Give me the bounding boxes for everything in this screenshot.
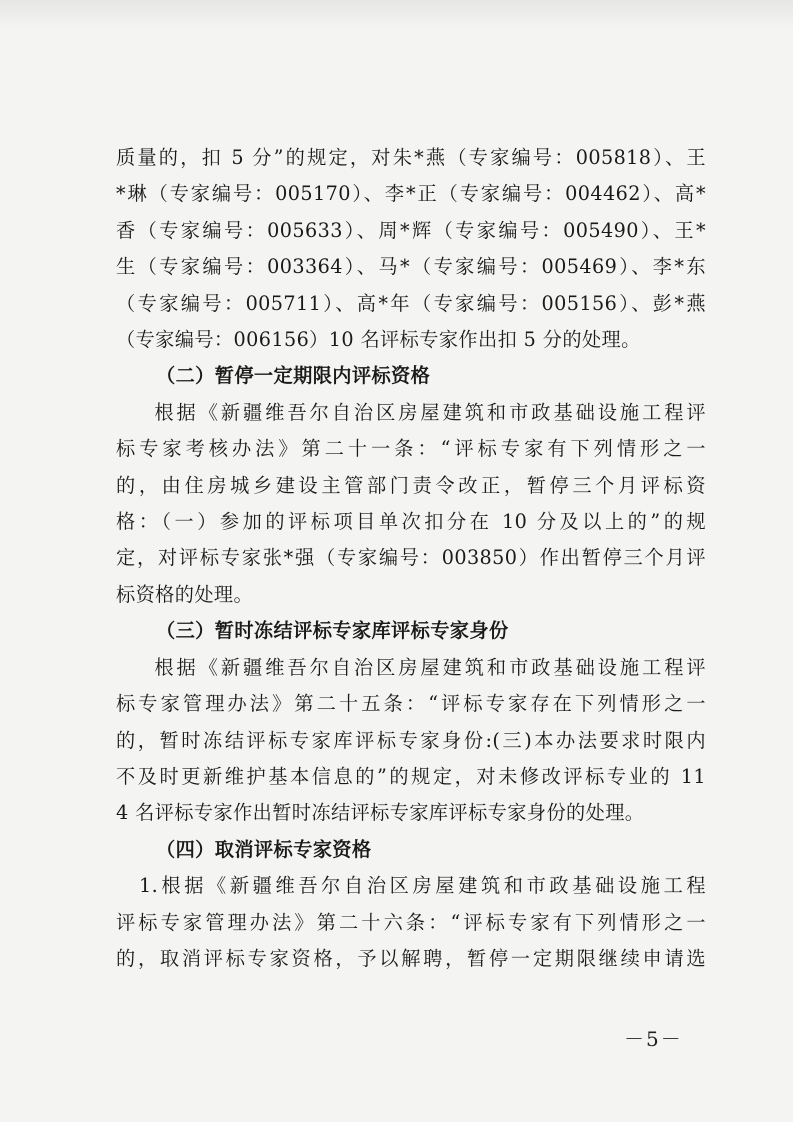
text-line: 的，暂时冻结评标专家库评标专家身份:(三)本办法要求时限内 bbox=[116, 728, 706, 752]
text-line: 的，取消评标专家资格，予以解聘，暂停一定期限继续申请选 bbox=[116, 946, 706, 970]
scan-top-shadow bbox=[0, 0, 793, 28]
text-line: 4 名评标专家作出暂时冻结评标专家库评标专家身份的处理。 bbox=[116, 801, 645, 825]
text-line: 格：（一）参加的评标项目单次扣分在 10 分及以上的”的规 bbox=[116, 510, 706, 534]
text-line: 标专家考核办法》第二十一条：“评标专家有下列情形之一 bbox=[116, 437, 706, 461]
text-line: 不及时更新维护基本信息的”的规定，对未修改评标专业的 11 bbox=[116, 764, 706, 788]
section-heading-freeze: （三）暂时冻结评标专家库评标专家身份 bbox=[156, 619, 509, 643]
text-line: 1.根据《新疆维吾尔自治区房屋建筑和市政基础设施工程 bbox=[139, 874, 706, 898]
text-line: 的，由住房城乡建设主管部门责令改正，暂停三个月评标资 bbox=[116, 473, 706, 497]
text-line: 质量的，扣 5 分”的规定，对朱*燕（专家编号：005818）、王 bbox=[116, 146, 706, 169]
text-line: 评标专家管理办法》第二十六条：“评标专家有下列情形之一 bbox=[116, 910, 706, 934]
text-line: 香（专家编号：005633）、周*辉（专家编号：005490）、王* bbox=[116, 218, 706, 242]
section-heading-cancel: （四）取消评标专家资格 bbox=[156, 837, 372, 861]
text-line: 根据《新疆维吾尔自治区房屋建筑和市政基础设施工程评 bbox=[154, 400, 706, 424]
text-line: *琳（专家编号：005170）、李*正（专家编号：004462）、高* bbox=[116, 182, 706, 206]
text-line: 定，对评标专家张*强（专家编号：003850）作出暂停三个月评 bbox=[116, 546, 706, 570]
text-line: （专家编号：005711）、高*年（专家编号：005156）、彭*燕 bbox=[116, 291, 706, 315]
paragraph-freeze bbox=[116, 650, 706, 832]
section-heading-suspend: （二）暂停一定期限内评标资格 bbox=[156, 364, 431, 388]
text-line: 根据《新疆维吾尔自治区房屋建筑和市政基础设施工程评 bbox=[154, 655, 706, 679]
paragraph-deduction-list bbox=[116, 140, 706, 358]
text-line: 标专家管理办法》第二十五条：“评标专家存在下列情形之一 bbox=[116, 692, 706, 716]
text-line: 标资格的处理。 bbox=[116, 582, 254, 606]
paragraph-cancel bbox=[116, 868, 706, 977]
text-line: （专家编号：006156）10 名评标专家作出扣 5 分的处理。 bbox=[116, 328, 641, 352]
document-body bbox=[116, 140, 706, 977]
page-number: －5－ bbox=[624, 1027, 683, 1051]
paragraph-suspend bbox=[116, 395, 706, 613]
text-line: 生（专家编号：003364）、马*（专家编号：005469）、李*东 bbox=[116, 255, 706, 279]
